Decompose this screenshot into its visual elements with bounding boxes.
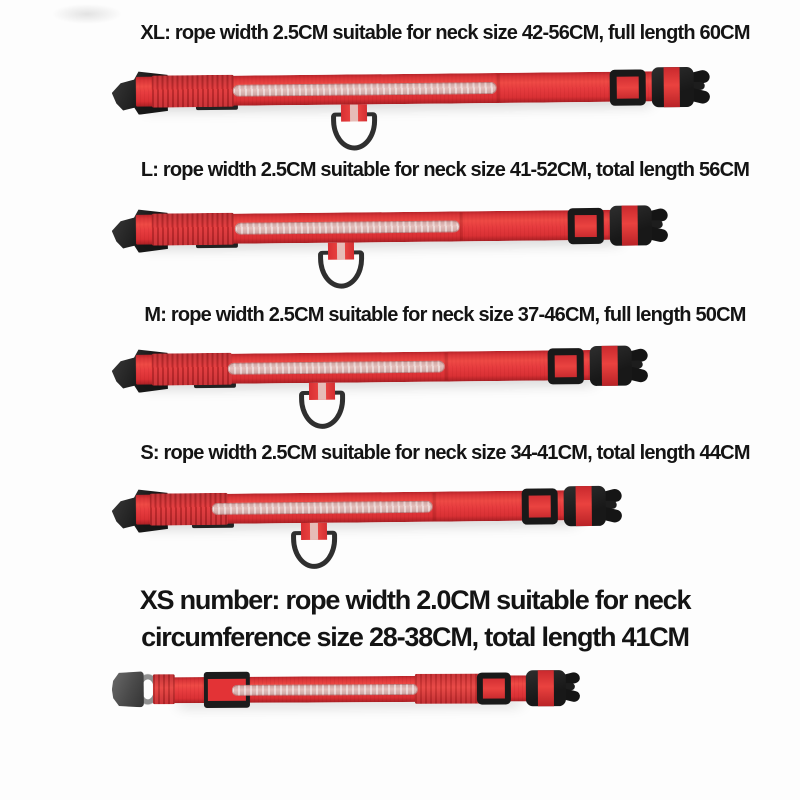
side-release-buckle-male-icon <box>652 67 694 107</box>
webbing-fold <box>152 75 234 108</box>
label-m: M: rope width 2.5CM suitable for neck size 37-46CM, full length 50CM <box>144 304 746 326</box>
collar-l <box>0 196 800 304</box>
label-xs: XS number: rope width 2.0CM suitable for neck circumference size 28-38CM, total length 41CM <box>139 585 691 652</box>
tab-stripe <box>337 243 345 260</box>
side-release-buckle-female-icon <box>112 671 144 707</box>
webbing-fold <box>152 213 234 246</box>
collar-s <box>0 476 800 584</box>
reflective-stripe <box>232 684 418 696</box>
webbing-loop <box>153 674 175 704</box>
label-s: S: rope width 2.5CM suitable for neck size 34-41CM, total length 44CM <box>140 442 750 464</box>
tab-stripe <box>310 523 318 540</box>
reflective-stripe <box>228 361 445 375</box>
collar-xl <box>0 58 800 166</box>
buckle-webbing <box>602 346 618 386</box>
side-release-buckle-male-icon <box>564 486 606 526</box>
side-release-buckle-male-icon <box>590 346 632 386</box>
label-l: L: rope width 2.5CM suitable for neck size 41-52CM, total length 56CM <box>140 159 750 181</box>
tri-glide-slider-icon <box>522 488 558 524</box>
strap-seam <box>460 212 463 240</box>
tri-glide-slider-icon <box>568 208 604 244</box>
webbing-overlap <box>415 674 481 704</box>
buckle-webbing <box>576 486 592 526</box>
collar-m <box>0 336 800 444</box>
strap-seam <box>445 352 448 380</box>
webbing-fold <box>152 353 232 386</box>
buckle-webbing <box>622 206 638 246</box>
side-release-buckle-male-icon <box>610 205 652 245</box>
tab-stripe <box>318 383 326 400</box>
side-release-buckle-male-icon <box>526 670 566 706</box>
tri-glide-slider-icon <box>477 672 511 704</box>
label-xl: XL: rope width 2.5CM suitable for neck size 42-56CM, full length 60CM <box>140 22 750 44</box>
buckle-webbing <box>538 670 554 706</box>
d-ring-tab <box>309 383 335 400</box>
tri-glide-slider-icon <box>610 69 646 105</box>
strap-seam <box>497 74 500 102</box>
tri-glide-slider-icon <box>548 348 584 384</box>
reflective-stripe <box>212 501 433 515</box>
d-ring-tab <box>328 242 354 259</box>
reflective-stripe <box>235 220 460 234</box>
d-ring-tab <box>301 523 327 540</box>
tab-stripe <box>350 104 358 121</box>
d-ring-tab <box>341 104 367 121</box>
strap-seam <box>433 493 436 521</box>
buckle-webbing <box>664 67 680 107</box>
collar-xs <box>0 660 800 764</box>
